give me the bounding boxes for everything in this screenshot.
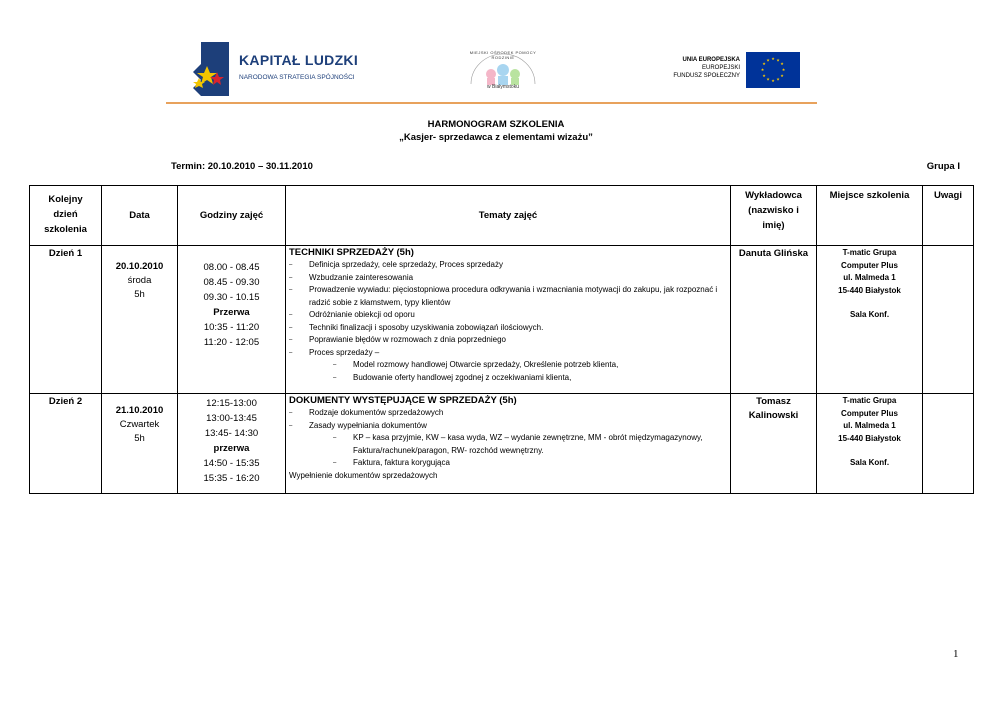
place-room: Sala Konf. bbox=[849, 310, 890, 319]
mopr-arc-text: MIEJSKI OŚRODEK POMOCY RODZINIE bbox=[469, 50, 537, 60]
place-cell bbox=[817, 246, 923, 394]
topics-cell bbox=[286, 394, 731, 494]
svg-text:★: ★ bbox=[762, 73, 766, 78]
date-cell bbox=[102, 246, 178, 394]
weekday: Czwartek bbox=[119, 419, 160, 430]
mopr-city: w Białymstoku bbox=[487, 84, 519, 90]
date-value: 21.10.2010 bbox=[115, 405, 164, 416]
header-lecturer bbox=[731, 186, 817, 246]
hours-cell bbox=[178, 246, 286, 394]
svg-text:★: ★ bbox=[776, 57, 780, 63]
place-line: ul. Malmeda 1 bbox=[843, 273, 896, 282]
duration: 5h bbox=[134, 433, 145, 444]
topic-footer: Wypełnienie dokumentów sprzedażowych bbox=[289, 470, 438, 480]
eu-text bbox=[673, 56, 740, 80]
document-title: HARMONOGRAM SZKOLENIA bbox=[427, 119, 565, 130]
day-cell: Dzień 1 bbox=[30, 246, 102, 394]
topic-item: – Wzbudzanie zainteresowania bbox=[289, 272, 727, 285]
place-line: 15-440 Białystok bbox=[838, 433, 901, 443]
svg-text:★: ★ bbox=[771, 56, 775, 61]
break-label: Przerwa bbox=[213, 307, 250, 318]
kapital-ludzki-logo bbox=[193, 42, 373, 98]
table-row bbox=[30, 394, 974, 494]
topic-item: – Proces sprzedaży – bbox=[289, 347, 727, 360]
place-line: T-matic Grupa bbox=[842, 396, 897, 405]
hour-slot: 13:45- 14:30 bbox=[204, 428, 259, 439]
hour-slot: 12:15-13:00 bbox=[206, 398, 257, 409]
hours-cell bbox=[178, 394, 286, 494]
header-day-line: szkolenia bbox=[44, 224, 87, 235]
lecturer-cell bbox=[731, 394, 817, 494]
table-row bbox=[30, 246, 974, 394]
page-number: 1 bbox=[953, 648, 959, 660]
header-day-line: dzień bbox=[53, 209, 78, 220]
lecturer-line: Kalinowski bbox=[748, 410, 799, 421]
hour-slot: 13:00-13:45 bbox=[206, 413, 257, 424]
topic-title: TECHNIKI SPRZEDAŻY (5h) bbox=[289, 247, 414, 258]
topic-list bbox=[289, 407, 727, 470]
date-cell bbox=[102, 394, 178, 494]
eu-line-2: EUROPEJSKI bbox=[701, 65, 740, 71]
svg-text:★: ★ bbox=[780, 73, 784, 78]
topic-item: – Odróżnianie obiekcji od oporu bbox=[289, 309, 727, 322]
place-spacer bbox=[817, 445, 922, 457]
svg-text:★: ★ bbox=[766, 57, 770, 63]
subtopic-item: – KP – kasa przyjmie, KW – kasa wyda, WZ – wydanie zewnętrzne, MM - obrót międzymagazynowy, Faktura/rachunek/paragon, RW- rozchód wewnętrzny. bbox=[289, 432, 727, 457]
topic-item: – Techniki finalizacji i sposoby uzyskiwania zobowiązań ilościowych. bbox=[289, 322, 727, 335]
mopr-logo bbox=[463, 50, 543, 92]
kapital-ludzki-title: KAPITAŁ LUDZKI bbox=[239, 52, 359, 68]
table-header-row bbox=[30, 186, 974, 246]
hour-slot: 10:35 - 11:20 bbox=[203, 322, 260, 333]
kapital-ludzki-flag-icon bbox=[193, 42, 229, 96]
hour-slot: 09.30 - 10.15 bbox=[203, 292, 260, 303]
day-cell: Dzień 2 bbox=[30, 394, 102, 494]
eu-line-1: UNIA EUROPEJSKA bbox=[682, 57, 740, 63]
svg-text:★: ★ bbox=[780, 61, 784, 66]
notes-cell bbox=[923, 246, 974, 394]
hour-slot: 15:35 - 16:20 bbox=[203, 473, 260, 484]
group-label: Grupa I bbox=[926, 161, 960, 172]
topic-item: – Poprawianie błędów w rozmowach z dnia poprzedniego bbox=[289, 334, 727, 347]
place-line: ul. Malmeda 1 bbox=[843, 421, 896, 430]
place-line: Computer Plus bbox=[841, 260, 898, 270]
subtopic-item: – Model rozmowy handlowej Otwarcie sprzedaży, Określenie potrzeb klienta, bbox=[289, 359, 727, 372]
hour-slot: 08.00 - 08.45 bbox=[203, 262, 260, 273]
schedule-table bbox=[29, 185, 974, 494]
kapital-ludzki-subtitle: NARODOWA STRATEGIA SPÓJNOŚCI bbox=[239, 74, 355, 81]
svg-text:★: ★ bbox=[771, 78, 775, 83]
topic-item: – Zasady wypełniania dokumentów bbox=[289, 420, 727, 433]
eu-logo bbox=[660, 52, 800, 88]
subtopic-item: – Budowanie oferty handlowej zgodnej z oczekiwaniami klienta, bbox=[289, 372, 727, 385]
header-day-line: Kolejny bbox=[48, 194, 83, 205]
header-divider bbox=[166, 102, 817, 104]
place-line: T-matic Grupa bbox=[842, 248, 897, 257]
hour-slot: 14:50 - 15:35 bbox=[203, 458, 260, 469]
date-value: 20.10.2010 bbox=[115, 261, 164, 272]
place-line: Computer Plus bbox=[841, 408, 898, 418]
header-place: Miejsce szkolenia bbox=[817, 186, 923, 246]
hour-slot: 11:20 - 12:05 bbox=[203, 337, 260, 348]
topic-title: DOKUMENTY WYSTĘPUJĄCE W SPRZEDAŻY (5h) bbox=[289, 395, 517, 406]
eu-flag-icon bbox=[746, 52, 800, 88]
place-room: Sala Konf. bbox=[849, 458, 890, 467]
topic-item: – Rodzaje dokumentów sprzedażowych bbox=[289, 407, 727, 420]
training-term: Termin: 20.10.2010 – 30.11.2010 bbox=[171, 161, 313, 172]
topic-list bbox=[289, 259, 727, 384]
header-lecturer-line: Wykładowca bbox=[745, 190, 802, 201]
eu-line-3: FUNDUSZ SPOŁECZNY bbox=[673, 73, 740, 79]
weekday: środa bbox=[127, 275, 152, 286]
topic-item: – Prowadzenie wywiadu: pięciostopniowa procedura odkrywania i wzmacniania motywacji do zakupu, jak rozpoznać i radzić sobie z kłamstwem, typy klientów bbox=[289, 284, 727, 309]
topic-item: – Definicja sprzedaży, cele sprzedaży, Proces sprzedaży bbox=[289, 259, 727, 272]
svg-text:★: ★ bbox=[776, 76, 780, 82]
header-lecturer-line: imię) bbox=[762, 220, 785, 231]
svg-text:★: ★ bbox=[762, 61, 766, 66]
break-label: przerwa bbox=[213, 443, 250, 454]
svg-text:★: ★ bbox=[766, 76, 770, 82]
document-subtitle: „Kasjer- sprzedawca z elementami wizażu” bbox=[399, 132, 593, 143]
header-date: Data bbox=[102, 186, 178, 246]
place-spacer bbox=[817, 297, 922, 309]
header-lecturer-line: (nazwisko i bbox=[748, 205, 799, 216]
hour-slot: 08.45 - 09.30 bbox=[203, 277, 260, 288]
subtopic-item: – Faktura, faktura korygująca bbox=[289, 457, 727, 470]
lecturer-cell: Danuta Glińska bbox=[731, 246, 817, 394]
header-topics: Tematy zajęć bbox=[286, 186, 731, 246]
header-hours: Godziny zajęć bbox=[178, 186, 286, 246]
notes-cell bbox=[923, 394, 974, 494]
duration: 5h bbox=[134, 289, 145, 300]
svg-text:★: ★ bbox=[781, 67, 786, 72]
svg-text:★: ★ bbox=[760, 67, 765, 72]
place-line: 15-440 Białystok bbox=[838, 285, 901, 295]
lecturer-line: Tomasz bbox=[756, 396, 791, 407]
place-cell bbox=[817, 394, 923, 494]
header-notes: Uwagi bbox=[923, 186, 974, 246]
topics-cell bbox=[286, 246, 731, 394]
header-day bbox=[30, 186, 102, 246]
